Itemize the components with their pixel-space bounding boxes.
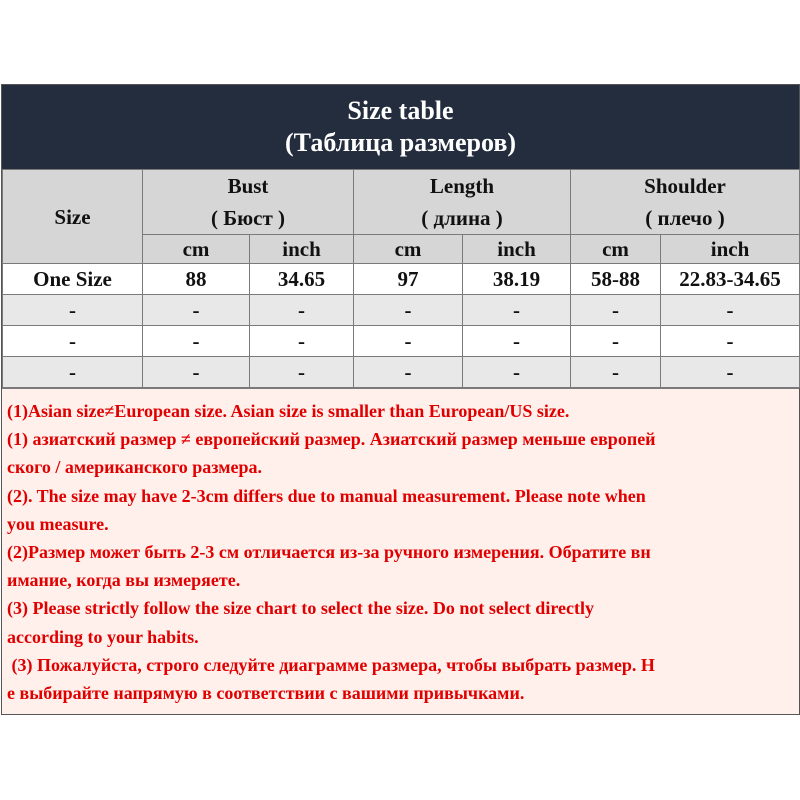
table-row (3, 295, 800, 326)
table-cell: - (354, 326, 463, 357)
table-cell: One Size (3, 264, 143, 295)
table-cell: - (463, 295, 571, 326)
size-chart (1, 84, 800, 715)
unit-cell: cm (571, 235, 661, 264)
length-header (354, 170, 571, 235)
table-cell: 38.19 (463, 264, 571, 295)
table-cell: - (571, 326, 661, 357)
table-cell: 97 (354, 264, 463, 295)
note-line: имание, когда вы измеряете. (7, 570, 241, 591)
table-cell: - (143, 295, 250, 326)
header-sub: ( плечо ) (645, 206, 725, 230)
table-row (3, 357, 800, 388)
note-line: (3) Please strictly follow the size chart to select the size. Do not select directly (7, 598, 594, 619)
header-row (3, 170, 800, 235)
table-cell: - (3, 357, 143, 388)
table-cell: 58-88 (571, 264, 661, 295)
table-cell: - (661, 326, 800, 357)
note-line: according to your habits. (7, 626, 199, 647)
table-row (3, 326, 800, 357)
table-cell: - (571, 357, 661, 388)
title-russian: (Таблица размеров) (284, 128, 517, 157)
table-row (3, 264, 800, 295)
header-name: Bust (227, 174, 269, 198)
header-name: Shoulder (644, 174, 726, 198)
table-cell: - (354, 357, 463, 388)
title-bar (2, 85, 799, 169)
table-cell: - (3, 326, 143, 357)
note-line: you measure. (7, 513, 109, 534)
unit-cell: inch (250, 235, 354, 264)
notes-panel (2, 388, 799, 714)
table-cell: - (143, 357, 250, 388)
table-cell: - (3, 295, 143, 326)
note-line: (2)Размер может быть 2-3 см отличается из-за ручного измерения. Обратите вн (7, 542, 651, 563)
table-cell: 22.83-34.65 (661, 264, 800, 295)
table-cell: - (571, 295, 661, 326)
title: Size table (347, 96, 454, 125)
unit-cell: cm (354, 235, 463, 264)
unit-cell: cm (143, 235, 250, 264)
header-sub: ( Бюст ) (210, 206, 286, 230)
header-sub: ( длина ) (421, 206, 503, 230)
table-cell: - (661, 357, 800, 388)
unit-cell: inch (661, 235, 800, 264)
size-header: Size (3, 170, 143, 264)
note-line: (1)Asian size≠European size. Asian size is smaller than European/US size. (7, 401, 570, 421)
bust-header (143, 170, 354, 235)
table-cell: - (354, 295, 463, 326)
size-table (2, 169, 800, 388)
note-line: (2). The size may have 2-3cm differs due to manual measurement. Please note when (7, 485, 646, 506)
note-line: ского / американского размера. (7, 457, 263, 478)
table-cell: - (250, 295, 354, 326)
shoulder-header (571, 170, 800, 235)
table-cell: - (661, 295, 800, 326)
note-line: е выбирайте напрямую в соответствии с вашими привычками. (7, 683, 525, 704)
header-name: Length (429, 174, 495, 198)
unit-cell: inch (463, 235, 571, 264)
table-cell: - (250, 357, 354, 388)
table-cell: 88 (143, 264, 250, 295)
note-line: (1) азиатский размер ≠ европейский размер. Азиатский размер меньше европей (7, 429, 656, 450)
note-line: (3) Пожалуйста, строго следуйте диаграмме размера, чтобы выбрать размер. Н (7, 654, 655, 675)
table-cell: - (143, 326, 250, 357)
table-cell: - (463, 357, 571, 388)
table-cell: - (463, 326, 571, 357)
table-cell: - (250, 326, 354, 357)
table-cell: 34.65 (250, 264, 354, 295)
